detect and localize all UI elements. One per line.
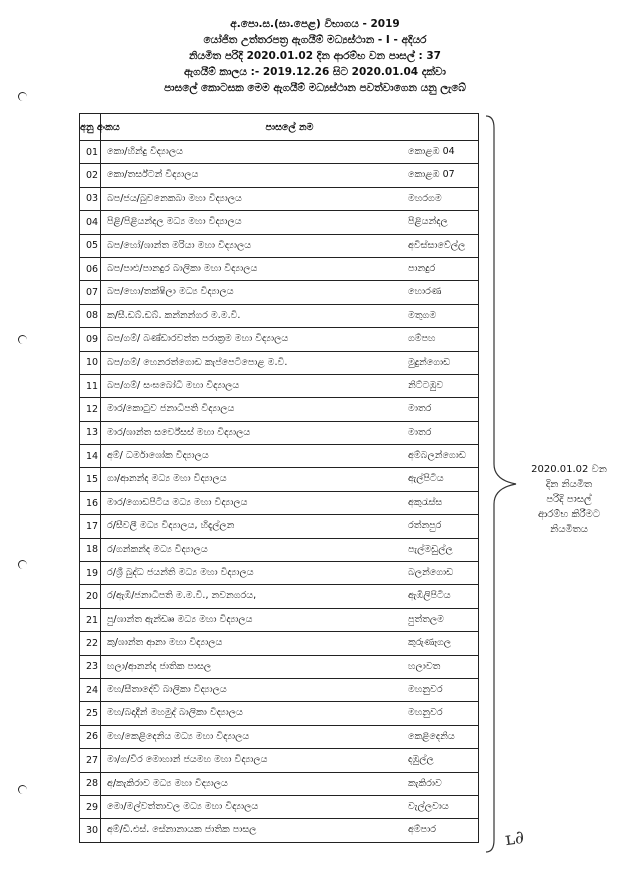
school-town: පැල්මඩුල්ල — [408, 543, 453, 555]
school-name: පිළි/පිළියන්දල මධ්‍ය මහා විද්‍යාලය — [107, 216, 242, 228]
evaluation-period: ඇගයීම් කාලය :- 2019.12.26 සිට 2020.01.04 දක්වා — [184, 66, 446, 78]
school-name: බප/ගම්/ හෙනරත්ගොඩ කැප්පෙටිපොළ ම.වි. — [107, 356, 288, 368]
table-row — [80, 795, 479, 818]
school-cell — [101, 445, 479, 468]
side-note-line: නියමිතය — [550, 524, 588, 535]
school-town: මාතර — [408, 403, 432, 415]
table-row — [80, 164, 479, 187]
school-name: කො/හින්දු විද්‍යාලය — [107, 146, 183, 157]
schools-count-line: නියමිත පරිදි 2020.01.02 දින ආරම්භ වන පාසල් : 37 — [189, 50, 441, 62]
row-number: 09 — [80, 328, 101, 351]
table-row — [80, 515, 479, 538]
table-row — [80, 491, 479, 514]
table-row — [80, 655, 479, 678]
row-number: 19 — [80, 562, 101, 585]
schools-table — [79, 113, 479, 843]
row-number: 15 — [80, 468, 101, 491]
school-cell — [101, 702, 479, 725]
side-note-line: පරිදි පාසල් — [546, 494, 592, 505]
side-note-line: 2020.01.02 වන — [531, 464, 607, 475]
table-row — [80, 328, 479, 351]
school-name: මාර/කොටුව ජනාධිපති විද්‍යාලය — [107, 403, 235, 415]
row-number: 11 — [80, 374, 101, 397]
table-row — [80, 421, 479, 444]
school-town: හොරණ — [408, 286, 442, 298]
school-town: මාතර — [408, 426, 432, 438]
row-number: 21 — [80, 608, 101, 631]
school-town: කොළඹ 07 — [408, 169, 455, 181]
school-town: ඇල්පිටිය — [408, 473, 444, 485]
school-name: මහ/කෙළිදෙනිය මධ්‍ය මහා විද්‍යාලය — [107, 730, 250, 742]
school-cell — [101, 749, 479, 772]
table-row — [80, 351, 479, 374]
table-row — [80, 445, 479, 468]
punch-hole-mark — [18, 785, 27, 794]
table-row — [80, 281, 479, 304]
school-cell — [101, 304, 479, 327]
school-town: නිට්ටඹුව — [408, 379, 444, 391]
table-row — [80, 304, 479, 327]
school-cell — [101, 795, 479, 818]
school-town: බලන්ගොඩ — [408, 567, 454, 579]
school-cell — [101, 538, 479, 561]
school-name: පු/ශාන්ත ඇන්ඩෲ මධ්‍ය මහා විද්‍යාලය — [107, 613, 253, 625]
punch-hole-mark — [18, 335, 27, 344]
school-town: පානදුර — [408, 262, 436, 274]
table-row — [80, 749, 479, 772]
school-town: අම්බලන්ගොඩ — [408, 450, 466, 462]
column-header-number: අනු අංකය — [80, 114, 101, 141]
row-number: 23 — [80, 655, 101, 678]
school-name: ර/ඇඹි/ජනාධිපති ම.ම.වි., නවනගරය, — [107, 590, 257, 602]
row-number: 01 — [80, 141, 101, 164]
school-cell — [101, 585, 479, 608]
row-number: 26 — [80, 725, 101, 748]
school-cell — [101, 257, 479, 280]
row-number: 17 — [80, 515, 101, 538]
school-town: මතුගම — [408, 309, 437, 321]
school-cell — [101, 819, 479, 842]
exam-title: අ.පො.ස.(සා.පෙළ) විභාගය - 2019 — [230, 18, 400, 30]
table-row — [80, 234, 479, 257]
row-number: 22 — [80, 632, 101, 655]
table-row — [80, 702, 479, 725]
school-cell — [101, 491, 479, 514]
table-header-row — [80, 114, 479, 141]
row-number: 24 — [80, 678, 101, 701]
table-row — [80, 725, 479, 748]
row-number: 20 — [80, 585, 101, 608]
document-header — [0, 16, 630, 96]
school-town: ගම්පහ — [408, 333, 436, 345]
row-number: 25 — [80, 702, 101, 725]
school-name: අම්/ ධර්මාශෝක විද්‍යාලය — [107, 450, 209, 462]
school-town: කැකිරාව — [408, 777, 442, 789]
table-row — [80, 468, 479, 491]
row-number: 05 — [80, 234, 101, 257]
school-cell — [101, 351, 479, 374]
table-row — [80, 374, 479, 397]
school-cell — [101, 328, 479, 351]
school-name: අ/කැකිරාව මධ්‍ය මහා විද්‍යාලය — [107, 777, 228, 789]
row-number: 16 — [80, 491, 101, 514]
school-town: පිළියන්දල — [408, 216, 448, 228]
school-cell — [101, 187, 479, 210]
school-town: වැල්ලවාය — [408, 800, 449, 812]
row-number: 04 — [80, 211, 101, 234]
school-name: මාර/ගොඩපිටිය මධ්‍ය මහා විද්‍යාලය — [107, 496, 248, 508]
school-name: ර/ගන්කන්ද මධ්‍ය විද්‍යාලය — [107, 543, 208, 555]
school-name: කු/ශාන්ත ආනා මහා විද්‍යාලය — [107, 637, 223, 649]
side-note-line: ආරම්භ කිරීමට — [537, 509, 601, 520]
table-body — [80, 141, 479, 843]
table-row — [80, 257, 479, 280]
row-number: 13 — [80, 421, 101, 444]
school-name: අම්/ඩී.එස්. සේනානායක ජාතික පාසල — [107, 824, 257, 836]
table-row — [80, 538, 479, 561]
school-cell — [101, 655, 479, 678]
school-cell — [101, 234, 479, 257]
school-name: මහ/බද්‍රුදීන් මහමුද් බාලිකා විද්‍යාලය — [107, 707, 243, 719]
school-town: මහනුවර — [408, 707, 443, 719]
table-row — [80, 398, 479, 421]
row-number: 28 — [80, 772, 101, 795]
school-cell — [101, 468, 479, 491]
table-row — [80, 678, 479, 701]
school-cell — [101, 772, 479, 795]
school-cell — [101, 562, 479, 585]
row-number: 06 — [80, 257, 101, 280]
school-town: කුරුණෑගල — [408, 637, 452, 649]
school-name: ර/ශ්‍රී බුද්ධ ජයන්ති මධ්‍ය මහා විද්‍යාලය — [107, 567, 254, 579]
table-row — [80, 187, 479, 210]
punch-hole-mark — [18, 560, 27, 569]
row-number: 30 — [80, 819, 101, 842]
table-row — [80, 608, 479, 631]
row-number: 18 — [80, 538, 101, 561]
bracket-line — [484, 114, 522, 854]
school-name: බප/ගම්/ බණ්ඩාරවත්ත පරාක්‍රම මහා විද්‍යාලය — [107, 333, 289, 345]
school-name: හලා/ආනන්ද ජාතික පාසල — [107, 660, 212, 672]
school-town: රත්නපුර — [408, 520, 442, 532]
school-name: බප/හෝ/ශාන්ත මරියා මහා විද්‍යාලය — [107, 239, 252, 251]
column-header-school: පාසලේ නම — [101, 114, 479, 141]
school-cell — [101, 725, 479, 748]
row-number: 07 — [80, 281, 101, 304]
row-number: 08 — [80, 304, 101, 327]
table-row — [80, 562, 479, 585]
row-number: 27 — [80, 749, 101, 772]
table-row — [80, 819, 479, 842]
school-name: කො/තර්ස්ටන් විද්‍යාලය — [107, 169, 199, 181]
school-town: පුත්තලම — [408, 613, 444, 625]
row-number: 12 — [80, 398, 101, 421]
school-name: ගා/ආනන්ද මධ්‍ය මහා විද්‍යාලය — [107, 473, 227, 485]
school-name: ර/සීවලී මධ්‍ය විද්‍යාලය, හිදැල්ලන — [107, 520, 235, 532]
row-number: 10 — [80, 351, 101, 374]
school-cell — [101, 608, 479, 631]
table-row — [80, 585, 479, 608]
school-cell — [101, 678, 479, 701]
table-row — [80, 211, 479, 234]
school-town: ඇඹිලිපිටිය — [408, 590, 451, 602]
school-town: අවිස්සාවේල්ල — [408, 239, 466, 251]
school-town: හලාවත — [408, 660, 441, 672]
school-town: කොළඹ 04 — [408, 146, 455, 157]
school-town: මහරගම — [408, 192, 442, 204]
row-number: 14 — [80, 445, 101, 468]
side-note-line: දින නියමිත — [545, 479, 593, 490]
school-name: බප/පාළු/පානදුර බාලිකා මහා විද්‍යාලය — [107, 262, 258, 274]
school-name: බප/හො/තක්ෂිලා මධ්‍ය විද්‍යාලය — [107, 286, 234, 298]
table-row — [80, 141, 479, 164]
handwritten-mark: ʟ∂ — [503, 826, 526, 851]
school-town: කෙළිදෙනිය — [408, 730, 455, 742]
table-row — [80, 632, 479, 655]
school-town: මහනුවර — [408, 683, 443, 695]
school-town: අම්පාර — [408, 824, 436, 836]
school-cell — [101, 632, 479, 655]
school-name: මහ/සීතාදේවී බාලිකා විද්‍යාලය — [107, 683, 227, 695]
school-name: මා/ග/වීර මොහාන් ජයමහ මහා විද්‍යාලය — [107, 754, 268, 766]
centre-title: යෝජිත උත්තරපත්‍ර ඇගයීම් මධ්‍යස්ථාන - I - අදියර — [203, 34, 427, 46]
school-name: බප/ජය/බුවනෙකබා මහා විද්‍යාලය — [107, 192, 242, 204]
school-cell — [101, 398, 479, 421]
school-cell — [101, 515, 479, 538]
school-name: මාර/ශාන්ත සර්වේසස් මහා විද්‍යාලය — [107, 426, 251, 438]
school-cell — [101, 374, 479, 397]
row-number: 03 — [80, 187, 101, 210]
school-town: අකුරැස්ස — [408, 496, 443, 508]
table-row — [80, 772, 479, 795]
side-note — [522, 462, 616, 537]
punch-hole-mark — [18, 92, 27, 101]
school-name: ක/සී.ඩබ්.ඩබ්. කන්නන්ගර ම.ම.වි. — [107, 309, 241, 321]
row-number: 02 — [80, 164, 101, 187]
row-number: 29 — [80, 795, 101, 818]
school-cell — [101, 141, 479, 164]
school-name: මො/මල්වත්තාවල මධ්‍ය මහා විද්‍යාලය — [107, 800, 259, 812]
school-cell — [101, 421, 479, 444]
school-name: බප/ගම්/ සංඝබෝධි මහා විද්‍යාලය — [107, 379, 240, 391]
school-town: මුදුන්ගොඩ — [408, 356, 451, 368]
school-town: දඹුල්ල — [408, 754, 434, 766]
school-cell — [101, 281, 479, 304]
header-note: පාසලේ කොටසක මෙම ඇගයීම් මධ්‍යස්ථාන පවත්වාගෙන යනු ලැබේ — [164, 82, 466, 94]
school-cell — [101, 211, 479, 234]
school-cell — [101, 164, 479, 187]
